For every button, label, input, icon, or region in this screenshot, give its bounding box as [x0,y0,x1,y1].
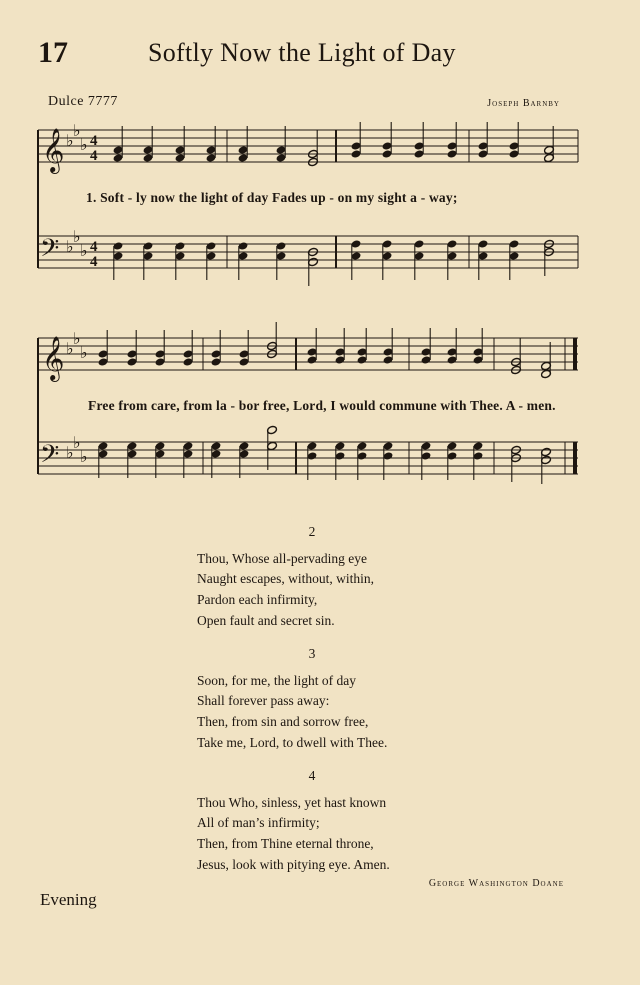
svg-text:♭: ♭ [66,341,74,358]
lyrics-system-2: Free from care, from la - bor free, Lord, I would commune with Thee. A - men. [88,398,556,413]
svg-text:4: 4 [90,239,98,255]
stanza-number: 3 [308,646,316,661]
stanza-line: Thou Who, sinless, yet hast known [197,794,387,810]
svg-text:♭: ♭ [66,445,74,462]
svg-text:♭: ♭ [73,123,81,140]
key-signature-flats [66,123,88,260]
svg-text:♭: ♭ [80,137,88,154]
svg-text:♭: ♭ [66,239,74,256]
svg-text:♭: ♭ [73,229,81,246]
stanza-line: Thou, Whose all-pervading eye [197,550,367,566]
lyrics-system-1: 1. Soft - ly now the light of day Fades up - on my sight a - way; [86,190,458,205]
stanza-line: Shall forever pass away: [197,693,330,709]
stanza-4 [197,766,427,876]
svg-text:♭: ♭ [73,435,81,452]
stanza-3 [197,644,427,754]
hymn-number: 17 [38,36,68,69]
bass-clef-icon: 𝄢 [40,441,60,474]
stanza-line: Jesus, look with pitying eye. Amen. [197,856,390,872]
stanza-number: 4 [308,768,316,783]
stanza-line: Soon, for me, the light of day [197,672,356,688]
stanza-number: 2 [308,524,316,539]
stanza-line: All of man’s infirmity; [197,815,320,831]
stanza-line: Open fault and secret sin. [197,612,335,628]
svg-text:♭: ♭ [66,133,74,150]
stanza-line: Naught escapes, without, within, [197,571,374,587]
author-credit: George Washington Doane [428,878,564,889]
svg-text:4: 4 [90,254,98,270]
stanza-line: Take me, Lord, to dwell with Thee. [197,734,388,750]
svg-text:♭: ♭ [80,449,88,466]
svg-text:♭: ♭ [73,331,81,348]
stanza-line: Pardon each infirmity, [197,592,318,608]
tune-name: Dulce 7777 [48,94,118,109]
stanza-line: Then, from sin and sorrow free, [197,714,369,730]
composer-credit: Joseph Barnby [487,98,560,109]
section-label: Evening [40,890,97,909]
svg-text:4: 4 [90,133,98,149]
key-signature-flats [66,331,88,466]
bass-clef-icon: 𝄢 [40,235,60,268]
svg-text:4: 4 [90,148,98,164]
svg-text:♭: ♭ [80,243,88,260]
stanza-2 [197,522,427,632]
stanza-line: Then, from Thine eternal throne, [197,836,374,852]
svg-text:♭: ♭ [80,345,88,362]
treble-clef-icon: 𝄞 [42,338,65,380]
treble-clef-icon: 𝄞 [42,130,65,172]
hymn-title: Softly Now the Light of Day [148,38,456,67]
